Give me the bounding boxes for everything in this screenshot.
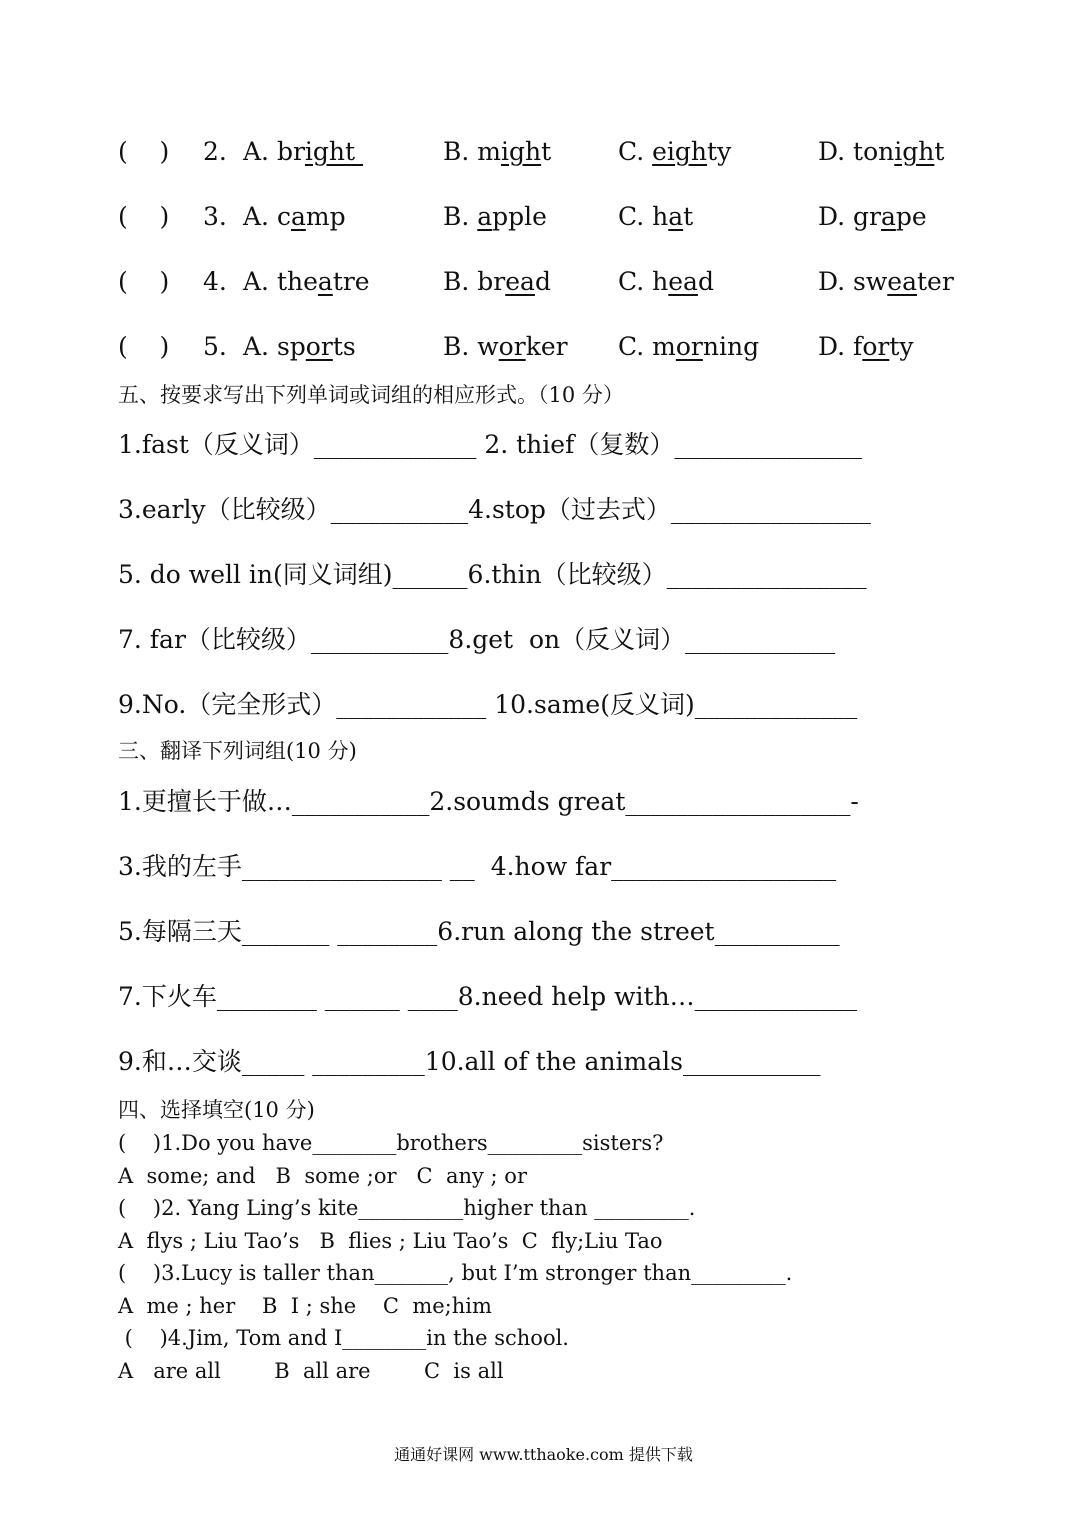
option-letter: A. (243, 202, 277, 231)
option-b (443, 201, 547, 233)
translate-line: 3.我的左手________________ __ 4.how far__________________ (118, 852, 837, 881)
translate-line: 1.更擅长于做…___________2.soumds great__________________- (118, 787, 859, 816)
choice-line: A some; and B some ;or C any ; or (118, 1164, 527, 1188)
word-form-line: 9.No.（完全形式）____________ 10.same(反义词)_____________ (118, 690, 858, 719)
choice-line: A are all B all are C is all (118, 1359, 504, 1383)
word-part: tre (332, 267, 370, 296)
option-letter: D. (818, 202, 854, 231)
underlined-letters: ea (668, 267, 698, 296)
word-part: br (276, 137, 305, 166)
word-form-line: 1.fast（反义词）_____________ 2. thief（复数）_______________ (118, 430, 862, 459)
option-d (818, 331, 914, 363)
section-title-3: 三、翻译下列词组(10 分) (118, 739, 357, 763)
word-part: h (652, 267, 669, 296)
word-part: m (652, 332, 676, 361)
underlined-letters: a (477, 202, 493, 231)
option-letter: B. (443, 202, 478, 231)
option-letter: D. (818, 332, 854, 361)
word-part: ty (707, 137, 732, 166)
option-a (243, 201, 346, 233)
choice-line: ( )1.Do you have________brothers_________sisters? (118, 1131, 664, 1155)
answer-blank: ( ) (118, 332, 170, 361)
option-letter: D. (818, 267, 854, 296)
translate-line: 9.和…交谈_____ _________10.all of the animals___________ (118, 1047, 821, 1076)
option-b (443, 331, 568, 363)
underlined-letters: igh (304, 137, 346, 166)
word-part: d (697, 267, 714, 296)
word-form-line: 5. do well in(同义词组)______6.thin（比较级）________________ (118, 560, 867, 589)
section-title-5: 五、按要求写出下列单词或词组的相应形式。（10 分） (118, 383, 624, 407)
word-part: c (276, 202, 291, 231)
underlined-letters: igh (894, 137, 935, 166)
question-number: 5. (203, 332, 227, 361)
word-part: ker (525, 332, 568, 361)
question-number: 4. (203, 267, 227, 296)
option-letter: D. (818, 137, 854, 166)
word-form-line: 3.early（比较级）___________4.stop（过去式）________________ (118, 495, 871, 524)
option-c (618, 266, 714, 298)
word-part: h (652, 202, 669, 231)
option-letter: A. (243, 332, 277, 361)
option-c (618, 201, 693, 233)
underlined-letters: or (675, 332, 703, 361)
choice-line: ( )3.Lucy is taller than_______, but I’m stronger than_________. (118, 1261, 793, 1285)
choice-line: A flys ; Liu Tao’s B flies ; Liu Tao’s C fly;Liu Tao (118, 1229, 663, 1253)
underlined-letters: ea (887, 267, 917, 296)
underlined-letters: a (290, 202, 306, 231)
word-part: t (683, 202, 694, 231)
word-part: d (534, 267, 551, 296)
underlined-letters: or (498, 332, 526, 361)
question-number: 3. (203, 202, 227, 231)
word-part: f (853, 332, 863, 361)
option-a (243, 331, 356, 363)
word-part: pple (492, 202, 547, 231)
section-title-4: 四、选择填空(10 分) (118, 1098, 315, 1122)
option-letter: C. (618, 332, 653, 361)
translate-line: 5.每隔三天_______ ________6.run along the street__________ (118, 917, 840, 946)
option-letter: C. (618, 137, 653, 166)
choice-line: ( )2. Yang Ling’s kite__________higher than _________. (118, 1196, 696, 1220)
answer-blank: ( ) (118, 202, 170, 231)
answer-blank: ( ) (118, 267, 170, 296)
option-b (443, 266, 551, 298)
word-part: ning (702, 332, 760, 361)
underlined-letters: or (862, 332, 890, 361)
word-part: br (477, 267, 506, 296)
word-part: ter (916, 267, 954, 296)
option-d (818, 136, 944, 168)
word-part: t (541, 137, 552, 166)
word-part: pe (895, 202, 927, 231)
option-d (818, 266, 954, 298)
word-part: t (345, 137, 364, 166)
word-part: mp (305, 202, 346, 231)
option-letter: A. (243, 267, 277, 296)
footer-text: 通通好课网 www.tthaoke.com 提供下载 (394, 1445, 693, 1464)
underlined-letters: a (881, 202, 896, 231)
word-part: sw (853, 267, 888, 296)
underlined-letters: a (317, 267, 333, 296)
option-a (243, 136, 363, 168)
word-part: gr (853, 202, 882, 231)
option-letter: C. (618, 267, 653, 296)
underlined-letters: igh (500, 137, 542, 166)
translate-line: 7.下火车________ ______ ____8.need help with…_____________ (118, 982, 858, 1011)
underlined-letters: a (668, 202, 684, 231)
option-letter: A. (243, 137, 277, 166)
word-part: ton (853, 137, 895, 166)
word-part: t (934, 137, 945, 166)
word-part: the (276, 267, 318, 296)
word-part: ty (889, 332, 914, 361)
option-d (818, 201, 927, 233)
underlined-letters: eigh (652, 137, 708, 166)
word-part: w (477, 332, 499, 361)
underlined-letters: ea (505, 267, 535, 296)
underlined-letters: or (305, 332, 333, 361)
word-part: ts (332, 332, 356, 361)
option-b (443, 136, 551, 168)
choice-line: ( )4.Jim, Tom and I________in the school. (118, 1326, 569, 1350)
option-letter: B. (443, 332, 478, 361)
option-c (618, 136, 731, 168)
word-part: m (477, 137, 501, 166)
option-letter: B. (443, 137, 478, 166)
choice-line: A me ; her B I ; she C me;him (118, 1294, 492, 1318)
option-a (243, 266, 370, 298)
word-form-line: 7. far（比较级）___________8.get on（反义词）____________ (118, 625, 836, 654)
word-part: sp (276, 332, 306, 361)
question-number: 2. (203, 137, 227, 166)
option-letter: C. (618, 202, 653, 231)
option-letter: B. (443, 267, 478, 296)
option-c (618, 331, 759, 363)
answer-blank: ( ) (118, 137, 170, 166)
